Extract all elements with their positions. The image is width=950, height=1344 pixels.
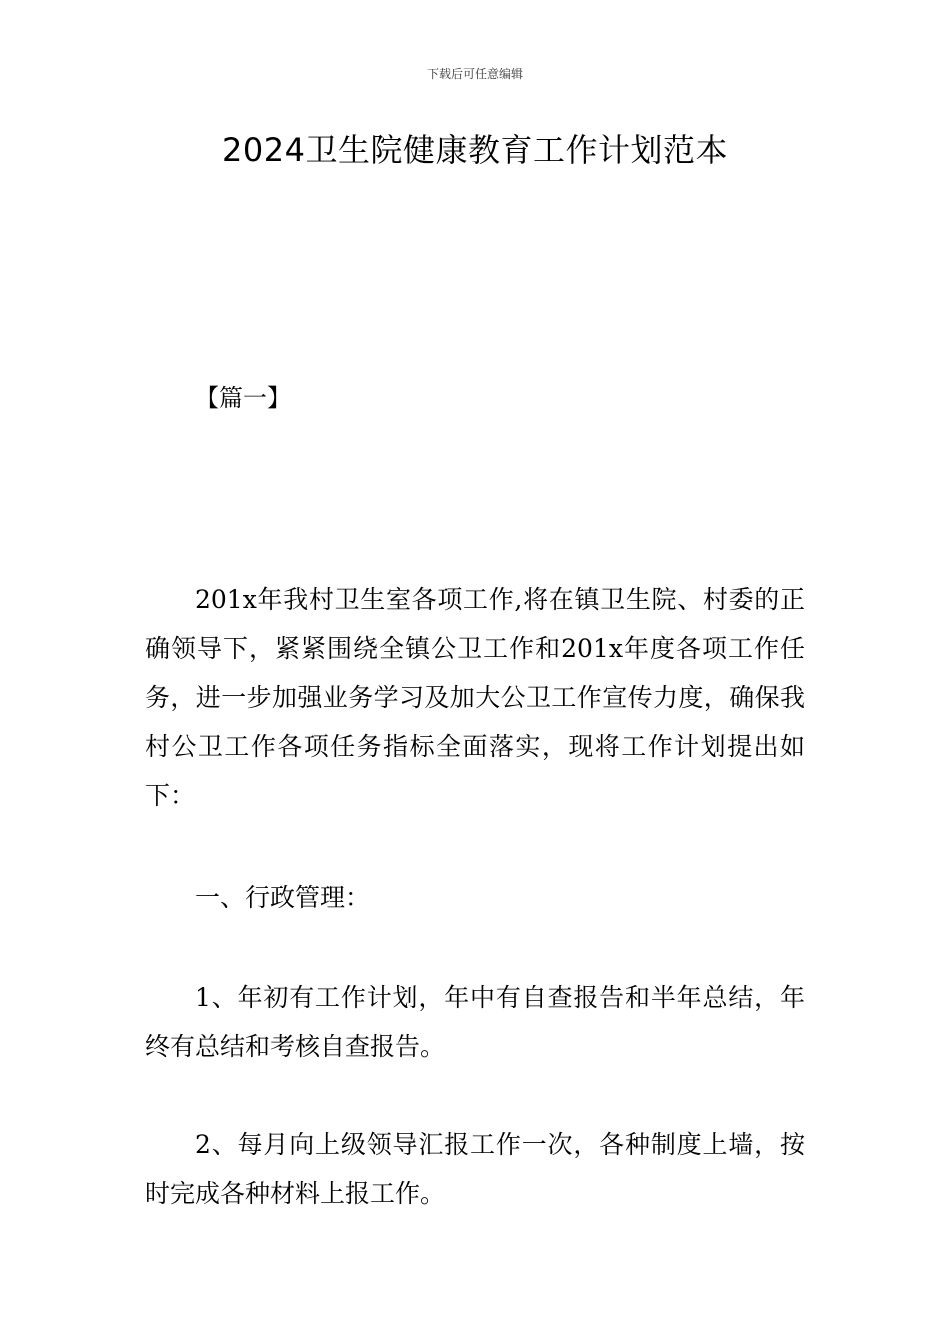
paragraph-intro (145, 575, 805, 820)
document-title: 2024卫生院健康教育工作计划范本 (222, 131, 728, 169)
paragraph-text: 201x年我村卫生室各项工作,将在镇卫生院、村委的正确领导下，紧紧围绕全镇公卫工作和201x年度各项工作任务，进一步加强业务学习及加大公卫工作宣传力度，确保我村公卫工作各项任务指标全面落实，现将工作计划提出如下： (145, 585, 805, 810)
paragraph-heading-admin (145, 873, 805, 922)
paragraph-text: 一、行政管理： (195, 883, 371, 912)
paragraph-text: 1、年初有工作计划，年中有自查报告和半年总结，年终有总结和考核自查报告。 (145, 983, 805, 1061)
paragraph-item-2 (145, 1120, 805, 1218)
section-label: 【篇一】 (195, 384, 291, 412)
paragraph-item-1 (145, 973, 805, 1071)
header-note: 下载后可任意编辑 (426, 67, 523, 81)
paragraph-text: 2、每月向上级领导汇报工作一次，各种制度上墙，按时完成各种材料上报工作。 (145, 1130, 805, 1208)
